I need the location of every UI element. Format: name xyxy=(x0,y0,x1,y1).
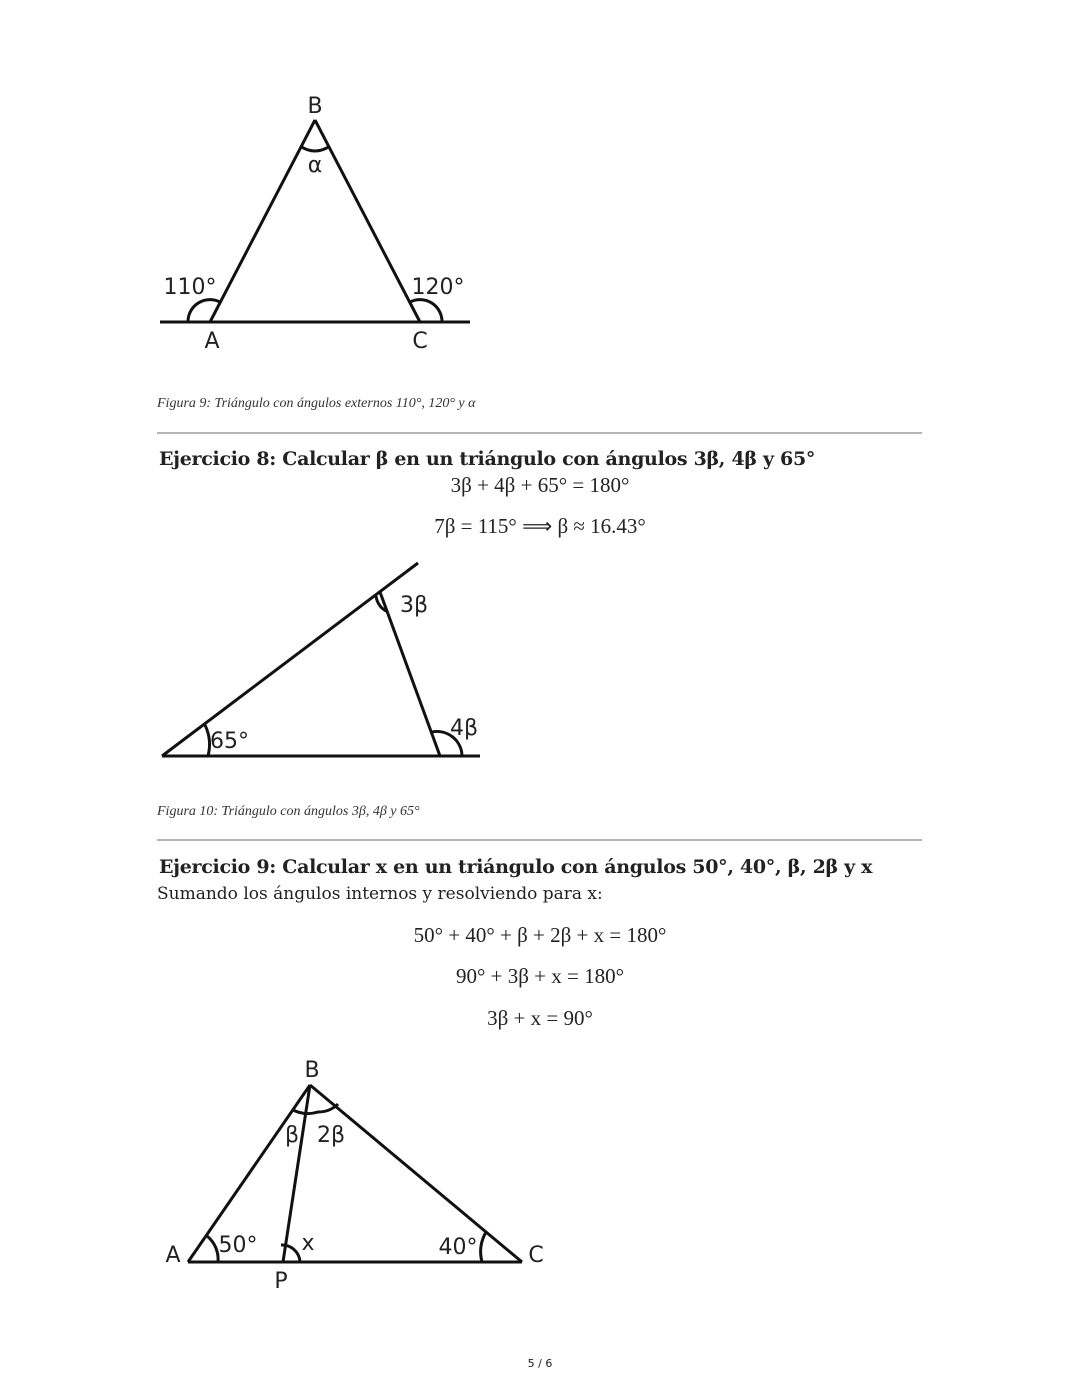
figure-10-caption: Figura 10: Triángulo con ángulos 3β, 4β y 65° xyxy=(157,804,420,819)
fig9-label-c: C xyxy=(412,329,428,354)
fig9-label-110: 110° xyxy=(163,275,217,300)
fig9-label-b: B xyxy=(307,94,323,119)
exercise-8-equation-2: 7β = 115° ⟹ β ≈ 16.43° xyxy=(434,514,646,538)
fig10-label-4beta: 4β xyxy=(450,716,479,741)
fig11-label-b: B xyxy=(304,1058,320,1083)
exercise-9-intro: Sumando los ángulos internos y resolviendo para x: xyxy=(157,884,603,904)
fig11-label-a: A xyxy=(165,1243,181,1268)
fig11-label-40: 40° xyxy=(438,1235,478,1260)
fig9-label-120: 120° xyxy=(411,275,465,300)
exercise-8-equation-1: 3β + 4β + 65° = 180° xyxy=(450,473,630,497)
exercise-9-equation-1: 50° + 40° + β + 2β + x = 180° xyxy=(413,923,667,947)
fig11-label-p: P xyxy=(274,1269,288,1294)
fig11-label-2beta: 2β xyxy=(316,1123,346,1148)
page-number: 5 / 6 xyxy=(527,1357,553,1370)
fig10-label-3beta: 3β xyxy=(400,593,429,618)
exercise-9-heading: Ejercicio 9: Calcular x en un triángulo con ángulos 50°, 40°, β, 2β y x xyxy=(159,856,873,878)
figure-9-caption: Figura 9: Triángulo con ángulos externos 110°, 120° y α xyxy=(157,396,476,411)
exercise-8-heading: Ejercicio 8: Calcular β en un triángulo con ángulos 3β, 4β y 65° xyxy=(159,448,816,470)
figure-10-triangle xyxy=(162,563,480,756)
exercise-9-equation-3: 3β + x = 90° xyxy=(487,1006,593,1030)
section-divider xyxy=(157,432,922,434)
fig11-label-c: C xyxy=(528,1243,544,1268)
fig10-label-65: 65° xyxy=(210,729,249,754)
fig11-label-beta: β xyxy=(284,1123,300,1148)
fig11-label-x: x xyxy=(301,1231,315,1256)
fig9-label-a: A xyxy=(204,329,220,354)
fig11-label-50: 50° xyxy=(218,1233,258,1258)
exercise-9-equation-2: 90° + 3β + x = 180° xyxy=(455,964,624,988)
fig9-label-alpha: α xyxy=(307,153,323,178)
section-divider xyxy=(157,839,922,841)
